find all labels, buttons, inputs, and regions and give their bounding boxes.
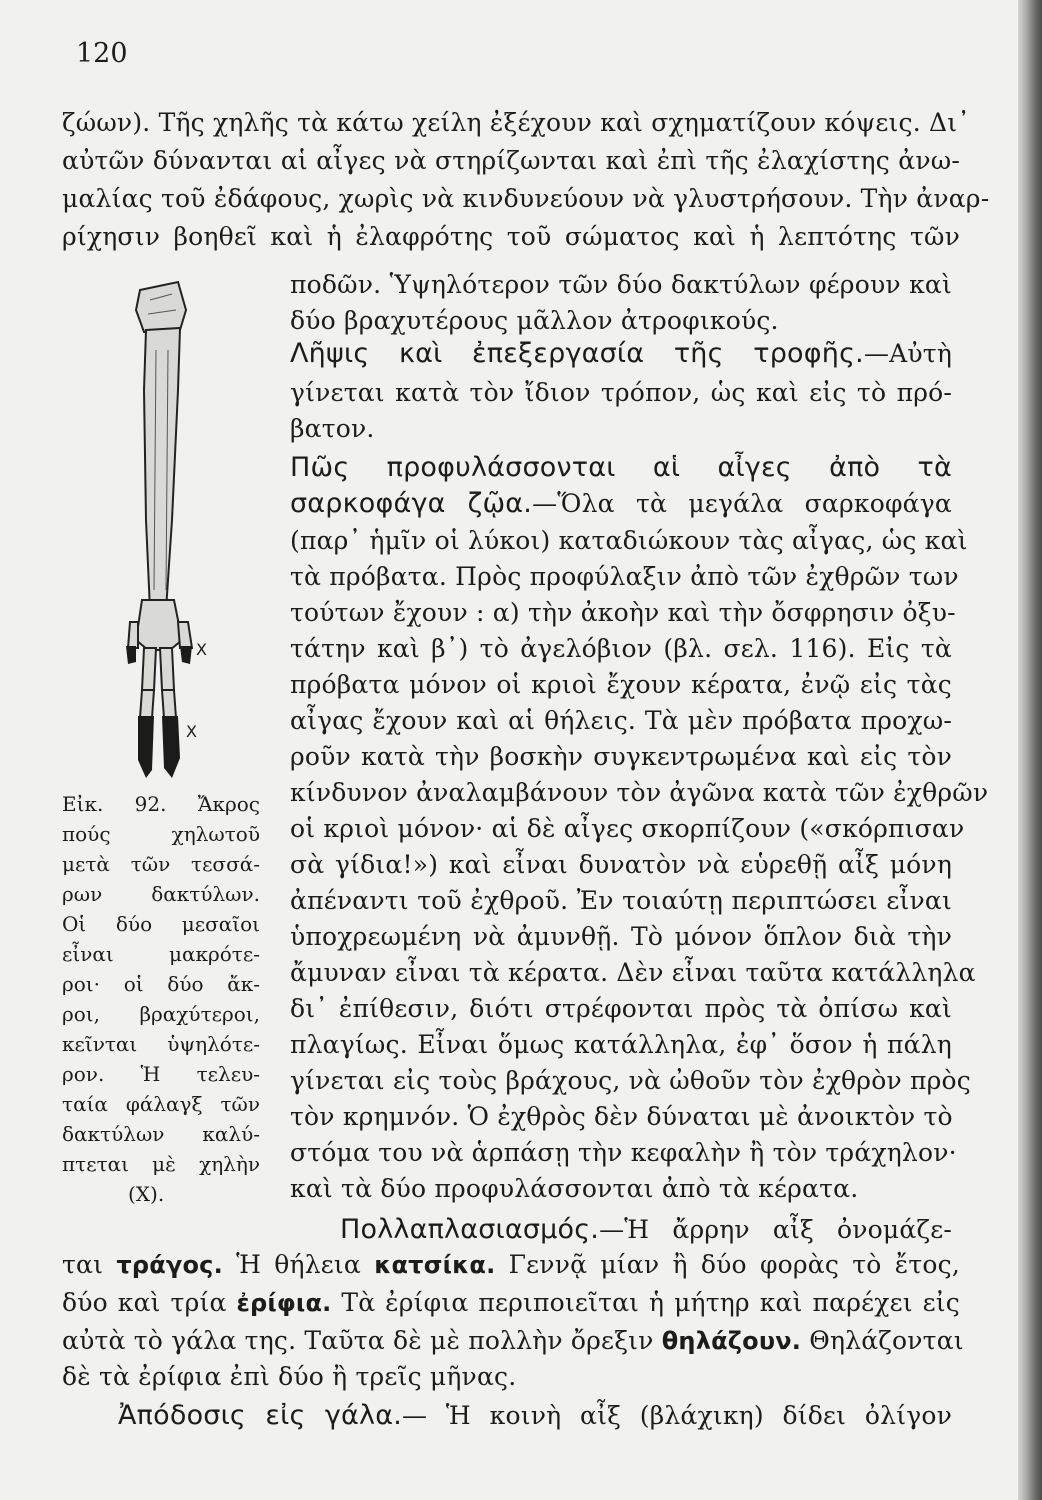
text-span: Θηλάζονται [809,1326,964,1355]
text-line [62,1288,960,1317]
text-line: δι᾽ ἐπίθεσιν, διότι στρέφονται πρὸς τὰ ὀπίσω καὶ [290,994,952,1023]
figure-caption-line: μετὰ τῶν τεσσά- [62,852,260,876]
heading-title: Ἀπόδοσις εἰς γάλα. [118,1400,402,1431]
text-line: δύο βραχυτέρους μᾶλλον ἀτροφικούς. [290,306,779,335]
figure-caption-line: κεῖνται ὑψηλότε- [62,1032,260,1056]
figure-marker-x: X [196,640,207,659]
text-line: γίνεται κατὰ τὸν ἴδιον τρόπον, ὡς καὶ εἰς τὸ πρό- [290,378,952,407]
goat-foot-skeleton-figure [100,270,270,790]
heading-rest: —Ἡ ἄρρην αἶξ ὀνομάζε- [599,1215,952,1244]
figure-caption-line: Εἰκ. 92. Ἄκρος [62,792,260,816]
text-line: τούτων ἔχουν : α) τὴν ἀκοὴν καὶ τὴν ὄσφρησιν ὀξυ- [290,598,956,627]
figure-caption-line: (Χ). [128,1182,165,1206]
keyword: ἐρίφια. [236,1289,332,1317]
figure-caption-line: Οἱ δύο μεσαῖοι [62,912,260,936]
page-number: 120 [76,38,128,69]
figure-caption-line: ρον. Ἡ τελευ- [62,1062,260,1086]
text-line: αὐτῶν δύνανται αἱ αἶγες νὰ στηρίζωνται καὶ ἐπὶ τῆς ἐλαχίστης ἀνω- [62,146,960,175]
figure-caption-line: πούς χηλωτοῦ [62,822,260,846]
text-line: ροῦν κατὰ τὴν βοσκὴν συγκεντρωμένα καὶ εἰς τὸν [290,742,952,771]
keyword: θηλάζουν. [661,1327,802,1355]
text-line: (παρ᾽ ἡμῖν οἱ λύκοι) καταδιώκουν τὰς αἶγας, ὡς καὶ [290,526,968,555]
text-span: ται [62,1250,104,1279]
text-line: αἶγας ἔχουν καὶ αἱ θήλεις. Τὰ μὲν πρόβατα προχω- [290,706,952,735]
heading-title: Πολλαπλασιασμός. [340,1214,600,1245]
text-line: ἄμυναν εἶναι τὰ κέρατα. Δὲν εἶναι ταῦτα κατάλληλα [290,958,976,987]
text-span: αὐτὰ τὸ γάλα της. Ταῦτα δὲ μὲ πολλὴν ὄρεξιν [62,1326,654,1355]
figure-marker-x: X [186,722,197,741]
text-span: Ἡ θήλεια [236,1250,362,1279]
figure-caption-line: εἶναι μακρότε- [62,942,260,966]
keyword: κατσίκα. [374,1251,496,1279]
text-line [62,1326,964,1355]
text-line: πρόβατα μόνον οἱ κριοὶ ἔχουν κέρατα, ἐνῷ εἰς τὰς [290,670,952,699]
figure-caption-line: ροι· οἱ δύο ἄκ- [62,972,260,996]
text-line: γίνεται εἰς τοὺς βράχους, νὰ ὠθοῦν τὸν ἐχθρὸν πρὸς [290,1066,971,1095]
text-line: σὰ γίδια!») καὶ εἶναι δυνατὸν νὰ εὑρεθῇ αἶξ μόνη [290,850,952,879]
text-line: οἱ κριοὶ μόνον· αἱ δὲ αἶγες σκορπίζουν («σκόρπισαν [290,814,965,843]
text-line: καὶ τὰ δύο προφυλάσσονται ἀπὸ τὰ κέρατα. [290,1174,859,1203]
section-heading-reproduction [340,1214,952,1245]
text-line: ρίχησιν βοηθεῖ καὶ ἡ ἐλαφρότης τοῦ σώματος καὶ ἡ λεπτότης τῶν [62,222,960,251]
section-heading-milk-yield [118,1400,952,1431]
text-line: τὸν κρημνόν. Ὁ ἐχθρὸς δὲν δύναται μὲ ἀνοικτὸν τὸ [290,1102,953,1131]
figure-caption-line: ροι, βραχύτεροι, [62,1002,260,1026]
text-line: δὲ τὰ ἐρίφια ἐπὶ δύο ἢ τρεῖς μῆνας. [62,1362,517,1391]
text-line: ζώων). Τῆς χηλῆς τὰ κάτω χείλη ἐξέχουν καὶ σχηματίζουν κόψεις. Δι᾽ [62,108,970,137]
figure-caption-line: ρων δακτύλων. [62,882,260,906]
text-line: βατον. [290,414,375,443]
text-line [62,1250,960,1279]
text-line: ὑποχρεωμένη νὰ ἀμυνθῇ. Τὸ μόνον ὅπλον διὰ τὴν [290,922,952,951]
figure-caption-line: ταία φάλαγξ τῶν [62,1092,260,1116]
text-line: τὰ πρόβατα. Πρὸς προφύλαξιν ἀπὸ τῶν ἐχθρῶν των [290,562,959,591]
text-line: πλαγίως. Εἶναι ὅμως κατάλληλα, ἐφ᾽ ὅσον ἡ πάλη [290,1030,952,1059]
heading-title: Πῶς προφυλάσσονται αἱ αἶγες ἀπὸ τὰ [290,452,952,483]
section-heading-feeding [290,338,952,369]
text-span: Τὰ ἐρίφια περιποιεῖται ἡ μήτηρ καὶ παρέχει εἰς [341,1288,960,1317]
figure-caption-line: δακτύλων καλύ- [62,1122,260,1146]
text-line: τάτην καὶ β᾽) τὸ ἀγελόβιον (βλ. σελ. 116). Εἰς τὰ [290,634,952,663]
text-line: μαλίας τοῦ ἐδάφους, χωρὶς νὰ κινδυνεύουν νὰ γλυστρήσουν. Τὴν ἀναρ- [62,184,990,213]
text-line: ἀπέναντι τοῦ ἐχθροῦ. Ἐν τοιαύτῃ περιπτώσει εἶναι [290,886,952,915]
section-heading-protection [290,452,952,483]
keyword: τράγος. [116,1251,223,1279]
heading-title: σαρκοφάγα ζῷα. [290,488,533,519]
text-line: κίνδυνον ἀναλαμβάνουν τὸν ἀγῶνα κατὰ τῶν ἐχθρῶν [290,778,989,807]
heading-rest: —Αὐτὴ [863,339,952,368]
figure-caption-line: πτεται μὲ χηλὴν [62,1152,260,1176]
text-span: Γεννᾷ μίαν ἢ δύο φορὰς τὸ ἔτος, [508,1250,960,1279]
text-line: στόμα του νὰ ἁρπάσῃ τὴν κεφαλὴν ἢ τὸν τράχηλον· [290,1138,957,1167]
heading-rest: — Ἡ κοινὴ αἶξ (βλάχικη) δίδει ὀλίγον [402,1401,952,1430]
text-span: δύο καὶ τρία [62,1288,227,1317]
heading-title: Λῆψις καὶ ἐπεξεργασία τῆς τροφῆς. [290,338,864,369]
book-binding-shadow [1018,0,1042,1500]
text-line [290,488,952,519]
heading-rest: —Ὅλα τὰ μεγάλα σαρκοφάγα [532,489,952,518]
text-line: ποδῶν. Ὑψηλότερον τῶν δύο δακτύλων φέρουν καὶ [290,270,952,299]
